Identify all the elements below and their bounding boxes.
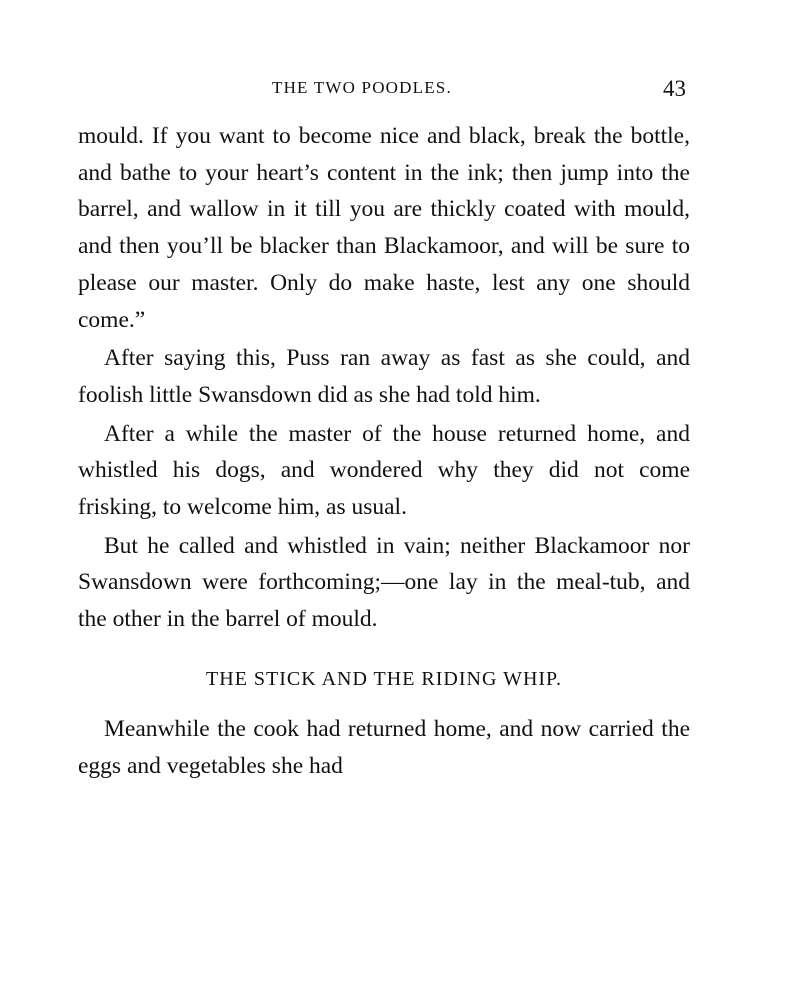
body-text — [78, 118, 690, 784]
page-number: 43 — [663, 76, 686, 101]
running-title: THE TWO POODLES. — [272, 78, 452, 97]
paragraph: mould. If you want to become nice and black, break the bottle, and bathe to your heart’s content in the ink; then jump into the barrel, and wallow in it till you are thickly coated with mould, and then you’ll be blacker than Blackamoor, and will be sure to please our master. Only do make haste, lest any one should come.” — [78, 123, 690, 333]
paragraph: After a while the master of the house returned home, and whistled his dogs, and wondered why they did not come frisking, to welcome him, as usual. — [78, 420, 690, 521]
paragraph: Meanwhile the cook had returned home, and now carried the eggs and vegetables she had — [78, 715, 690, 779]
section-heading: THE STICK AND THE RIDING WHIP. — [206, 667, 562, 690]
paragraph: After saying this, Puss ran away as fast as she could, and foolish little Swansdown did as she had told him. — [78, 345, 690, 408]
running-header — [0, 78, 786, 108]
paragraph: But he called and whistled in vain; neither Blackamoor nor Swansdown were forthcoming;—one lay in the meal-tub, and the other in the barrel of mould. — [78, 532, 690, 633]
